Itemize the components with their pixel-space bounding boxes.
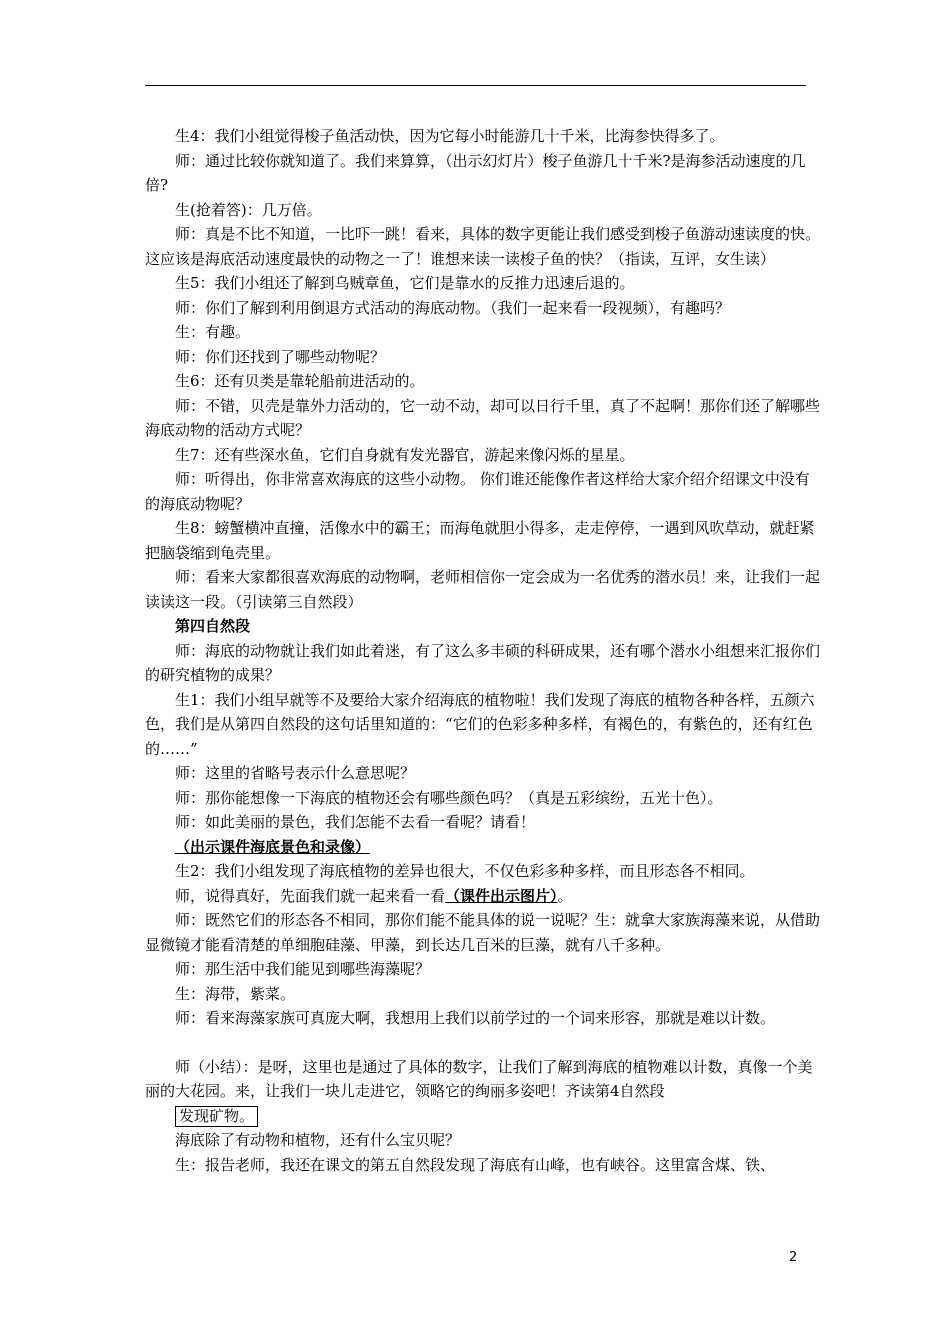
document-body bbox=[145, 124, 820, 1177]
paragraph: 生6：还有贝类是靠轮船前进活动的。 bbox=[175, 372, 425, 390]
paragraph: 师：听得出，你非常喜欢海底的这些小动物。 你们谁还能像作者这样给大家介绍介绍课文中没有的海底动物呢？ bbox=[145, 470, 810, 513]
paragraph-text: 。 bbox=[557, 886, 573, 905]
paragraph: 生：海带，紫菜。 bbox=[175, 984, 296, 1003]
boxed-heading-line bbox=[145, 1104, 820, 1129]
paragraph: 生：有趣。 bbox=[175, 323, 251, 341]
summary-paragraph: 师（小结）：是呀，这里也是通过了具体的数字，让我们了解到海底的植物难以计数，真像一个美丽的大花园。来，让我们一块儿走进它，领略它的绚丽多姿吧！齐读第4自然段 bbox=[145, 1057, 813, 1100]
boxed-heading: 发现矿物。 bbox=[175, 1106, 258, 1127]
paragraph: 师：看来海藻家族可真庞大啊，我想用上我们以前学过的一个词来形容，那就是难以计数。 bbox=[175, 1009, 776, 1027]
paragraph: 师：那你能想像一下海底的植物还会有哪些颜色吗？（真是五彩缤纷，五光十色）。 bbox=[175, 788, 723, 807]
paragraph: 海底除了有动物和植物，还有什么宝贝呢？ bbox=[175, 1131, 461, 1149]
paragraph: 师：看来大家都很喜欢海底的动物啊，老师相信你一定会成为一名优秀的潜水员！来，让我们一起读读这一段。（引读第三自然段） bbox=[145, 568, 821, 611]
paragraph: 师：这里的省略号表示什么意思呢？ bbox=[175, 764, 416, 782]
paragraph: 师：通过比较你就知道了。我们来算算，（出示幻灯片）梭子鱼游几十千米?是海参活动速度的几倍? bbox=[145, 151, 806, 194]
section-heading: 第四自然段 bbox=[175, 617, 251, 635]
page-number: 2 bbox=[789, 1250, 798, 1265]
paragraph: 生8：螃蟹横冲直撞，活像水中的霸王；而海龟就胆小得多，走走停停，一遇到风吹草动，就赶紧把脑袋缩到龟壳里。 bbox=[145, 519, 815, 562]
paragraph: 生1：我们小组早就等不及要给大家介绍海底的植物啦！我们发现了海底的植物各种各样，五颜六色，我们是从第四自然段的这句话里知道的：“它们的色彩多种多样，有褐色的，有紫色的，还有红色的……” bbox=[145, 690, 815, 758]
paragraph: 生：报告老师，我还在课文的第五自然段发现了海底有山峰，也有峡谷。这里富含煤、铁、 bbox=[175, 1155, 776, 1174]
blank-line bbox=[145, 1031, 820, 1055]
paragraph: 师：你们还找到了哪些动物呢？ bbox=[175, 347, 386, 366]
paragraph: 生2：我们小组发现了海底植物的差异也很大，不仅色彩多种多样，而且形态各不相同。 bbox=[175, 862, 755, 880]
paragraph: 生7：还有些深水鱼，它们自身就有发光器官，游起来像闪烁的星星。 bbox=[175, 445, 635, 464]
courseware-heading: （出示课件海底景色和录像） bbox=[175, 837, 371, 856]
paragraph: 生(抢着答)：几万倍。 bbox=[175, 200, 322, 219]
header-rule bbox=[145, 85, 806, 86]
paragraph: 生5：我们小组还了解到乌贼章鱼，它们是靠水的反推力迅速后退的。 bbox=[175, 274, 635, 292]
paragraph: 师：你们了解到利用倒退方式活动的海底动物。（我们一起来看一段视频），有趣吗？ bbox=[175, 298, 731, 317]
courseware-inline-note: （课件出示图片） bbox=[445, 886, 558, 905]
paragraph: 师：那生活中我们能见到哪些海藻呢？ bbox=[175, 960, 431, 978]
paragraph: 生4：我们小组觉得梭子鱼活动快，因为它每小时能游几十千米，比海参快得多了。 bbox=[175, 127, 725, 145]
paragraph-text: 师，说得真好，先面我们就一起来看一看 bbox=[175, 886, 446, 905]
paragraph bbox=[145, 884, 820, 909]
paragraph: 师：真是不比不知道，一比吓一跳！看来，具体的数字更能让我们感受到梭子鱼游动速读度的快。这应该是海底活动速度最快的动物之一了！谁想来读一读梭子鱼的快？（指读，互评，女生读） bbox=[145, 225, 821, 268]
paragraph: 师：既然它们的形态各不相同，那你们能不能具体的说一说呢？生：就拿大家族海藻来说，从借助显微镜才能看清楚的单细胞硅藻、甲藻，到长达几百米的巨藻，就有八千多种。 bbox=[145, 911, 821, 954]
paragraph: 师：如此美丽的景色，我们怎能不去看一看呢？请看！ bbox=[175, 813, 536, 831]
paragraph: 师：不错，贝壳是靠外力活动的，它一动不动，却可以日行千里，真了不起啊！那你们还了解哪些海底动物的活动方式呢？ bbox=[145, 396, 821, 439]
paragraph: 师：海底的动物就让我们如此着迷，有了这么多丰硕的科研成果，还有哪个潜水小组想来汇报你们的研究植物的成果？ bbox=[145, 641, 821, 684]
